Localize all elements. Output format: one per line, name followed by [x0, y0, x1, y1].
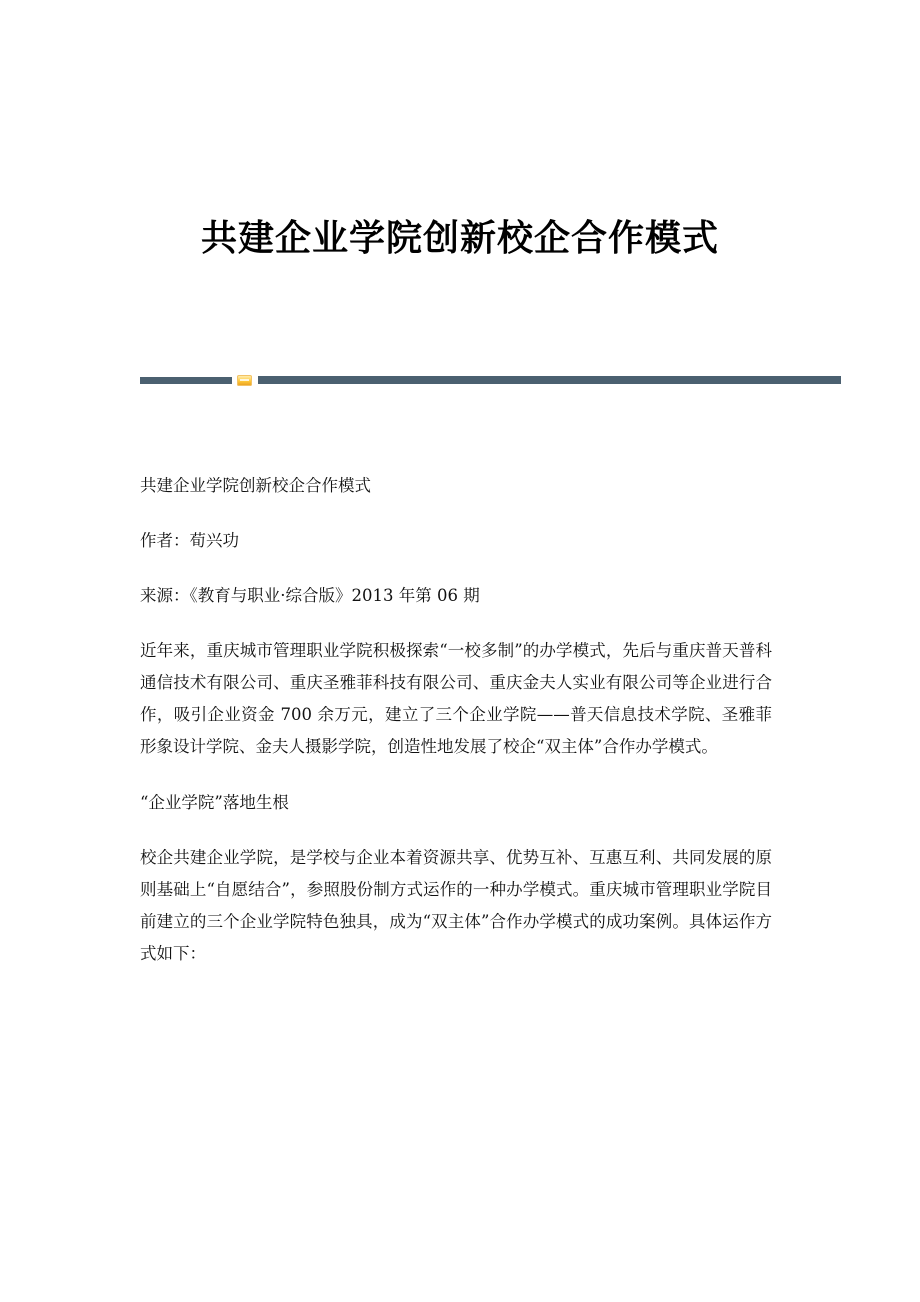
divider-line-left: [140, 377, 232, 384]
document-title: 共建企业学院创新校企合作模式: [200, 217, 719, 259]
divider-line-right: [258, 376, 841, 384]
paragraph-model: 校企共建企业学院，是学校与企业本着资源共享、优势互补、互惠互利、共同发展的原则基础上“自愿结合”，参照股份制方式运作的一种办学模式。重庆城市管理职业学院目前建立的三个企业学院特色独具，成为“双主体”合作办学模式的成功案例。具体运作方式如下：: [140, 848, 772, 963]
paragraph-intro: 近年来，重庆城市管理职业学院积极探索“一校多制”的办学模式，先后与重庆普天普科通信技术有限公司、重庆圣雅菲科技有限公司、重庆金夫人实业有限公司等企业进行合作，吸引企业资金 700 余万元，建立了三个企业学院——普天信息技术学院、圣雅菲形象设计学院、金夫人摄影学院，创造性地发展了校企“双主体”合作办学模式。: [140, 641, 772, 756]
divider-ornament-icon: [237, 375, 252, 386]
article-author: 作者：荀兴功: [140, 531, 239, 550]
section-heading: “企业学院”落地生根: [140, 793, 289, 812]
article-source: 来源：《教育与职业·综合版》2013 年第 06 期: [140, 586, 480, 605]
article-subtitle: 共建企业学院创新校企合作模式: [140, 476, 371, 495]
title-divider: [140, 375, 841, 387]
article-body: [140, 470, 772, 994]
